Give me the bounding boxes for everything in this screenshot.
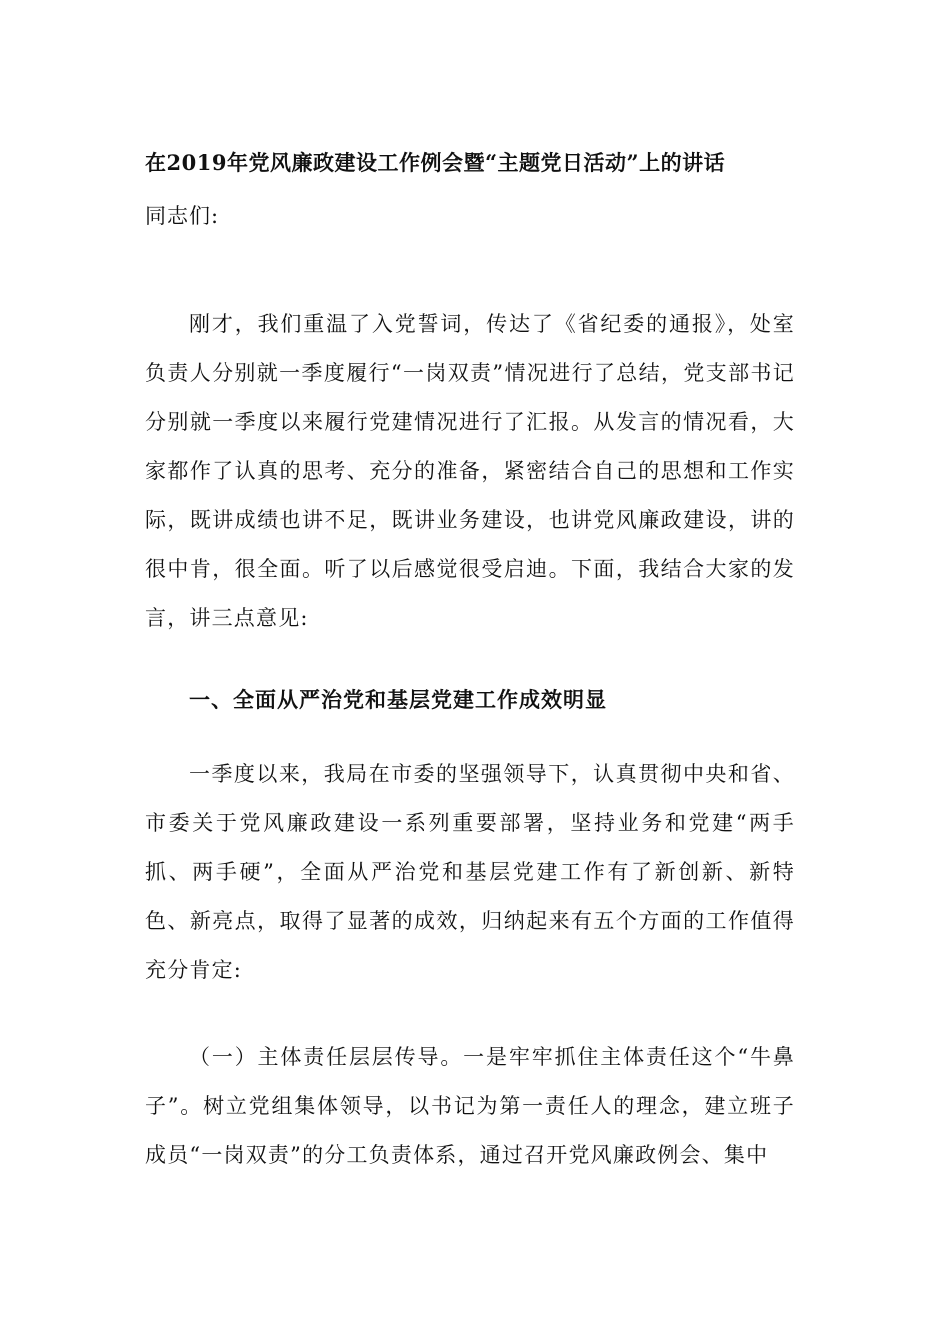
section-heading-1: 一、全面从严治党和基层党建工作成效明显 [189, 687, 607, 712]
paragraph-subsection-1: （一）主体责任层层传导。一是牢牢抓住主体责任这个“牛鼻子”。树立党组集体领导，以书记为第一责任人的理念，建立班子成员“一岗双责”的分工负责体系，通过召开党风廉政例会、集中 [145, 1045, 795, 1167]
document-title: 在2019年党风廉政建设工作例会暨“主题党日活动”上的讲话 [145, 150, 726, 175]
paragraph-section-1: 一季度以来，我局在市委的坚强领导下，认真贯彻中央和省、市委关于党风廉政建设一系列重要部署，坚持业务和党建“两手抓、两手硬”，全面从严治党和基层党建工作有了新创新、新特色、新亮点，取得了显著的成效，归纳起来有五个方面的工作值得充分肯定: [145, 762, 795, 982]
salutation: 同志们: [145, 204, 220, 228]
paragraph-opening: 刚才，我们重温了入党誓词，传达了《省纪委的通报》，处室负责人分别就一季度履行“一岗双责”情况进行了总结，党支部书记分别就一季度以来履行党建情况进行了汇报。从发言的情况看，大家都作了认真的思考、充分的准备，紧密结合自己的思想和工作实际，既讲成绩也讲不足，既讲业务建设，也讲党风廉政建设，讲的很中肯，很全面。听了以后感觉很受启迪。下面，我结合大家的发言，讲三点意见: [145, 312, 795, 630]
